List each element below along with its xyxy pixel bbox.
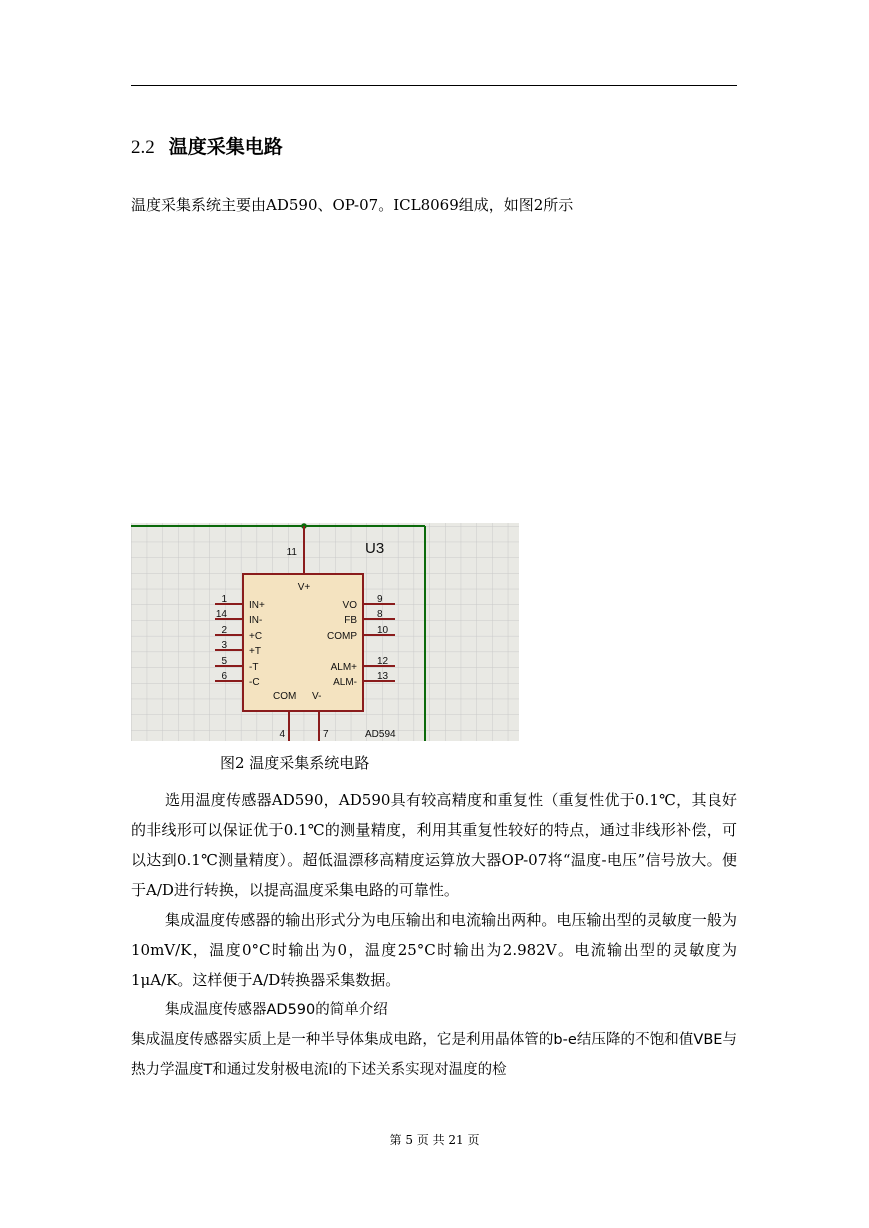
pin-label: IN-: [249, 615, 263, 626]
section-heading: [131, 134, 283, 161]
pin-number: 12: [377, 656, 389, 667]
pin-number: 5: [221, 656, 227, 667]
pin-label: FB: [344, 615, 357, 626]
pin-label: +C: [249, 631, 263, 642]
pin-number: 9: [377, 594, 383, 605]
pin-number: 11: [286, 547, 297, 558]
pin-number: 7: [323, 729, 329, 740]
pin-number: 4: [279, 729, 285, 740]
pin-number: 3: [221, 640, 227, 651]
pin-number: 2: [221, 625, 227, 636]
paragraph-ad590-selection: 选用温度传感器AD590，AD590具有较高精度和重复性（重复性优于0.1℃，其良好的非线形可以保证优于0.1℃的测量精度，利用其重复性较好的特点，通过非线形补偿，可以达到0.1℃测量精度）。超低温漂移高精度运算放大器OP-07将“温度-电压”信号放大。便于A/D进行转换，以提高温度采集电路的可靠性。: [131, 791, 737, 899]
pin-label: COM: [273, 691, 297, 702]
pin-number: 10: [377, 625, 389, 636]
header-rule: [131, 85, 737, 86]
pin-label: COMP: [327, 631, 357, 642]
schematic-svg: [131, 523, 519, 741]
pin-number: 8: [377, 609, 383, 620]
intro-paragraph: 温度采集系统主要由AD590、OP-07。ICL8069组成，如图2所示: [131, 196, 574, 214]
pin-label: VO: [342, 600, 357, 611]
pin-number: 6: [221, 671, 227, 682]
pin-label: ALM+: [330, 662, 357, 673]
pin-label: IN+: [249, 600, 265, 611]
pin-label: -C: [249, 677, 260, 688]
ic-reference: U3: [365, 540, 385, 557]
figure-caption: 图2 温度采集系统电路: [220, 754, 370, 772]
page-footer: 第 5 页 共 21 页: [389, 1133, 480, 1147]
pin-number: 1: [221, 594, 227, 605]
pin-number: 13: [377, 671, 389, 682]
section-title: 温度采集电路: [168, 136, 283, 158]
section-number: 2.2: [131, 137, 155, 158]
pin-number: 14: [215, 609, 227, 620]
pin-label: V-: [312, 691, 322, 702]
pin-label: V+: [297, 582, 311, 593]
ic-part-number: AD594: [365, 729, 396, 740]
paragraph-ad590-principle: 集成温度传感器实质上是一种半导体集成电路，它是利用晶体管的b-e结压降的不饱和值VBE与热力学温度T和通过发射极电流I的下述关系实现对温度的检: [131, 1032, 737, 1078]
body-text: [131, 785, 737, 1085]
pin-label: -T: [249, 662, 259, 673]
paragraph-ad590-intro-heading: 集成温度传感器AD590的简单介绍: [165, 1002, 388, 1018]
circuit-figure: [131, 523, 519, 741]
pin-label: ALM-: [333, 677, 357, 688]
ic-body: [243, 574, 363, 711]
pin-label: +T: [249, 646, 261, 657]
paragraph-output-types: 集成温度传感器的输出形式分为电压输出和电流输出两种。电压输出型的灵敏度一般为10mV/K，温度0°C时输出为0，温度25°C时输出为2.982V。电流输出型的灵敏度为1μA/K。这样便于A/D转换器采集数据。: [131, 911, 737, 989]
